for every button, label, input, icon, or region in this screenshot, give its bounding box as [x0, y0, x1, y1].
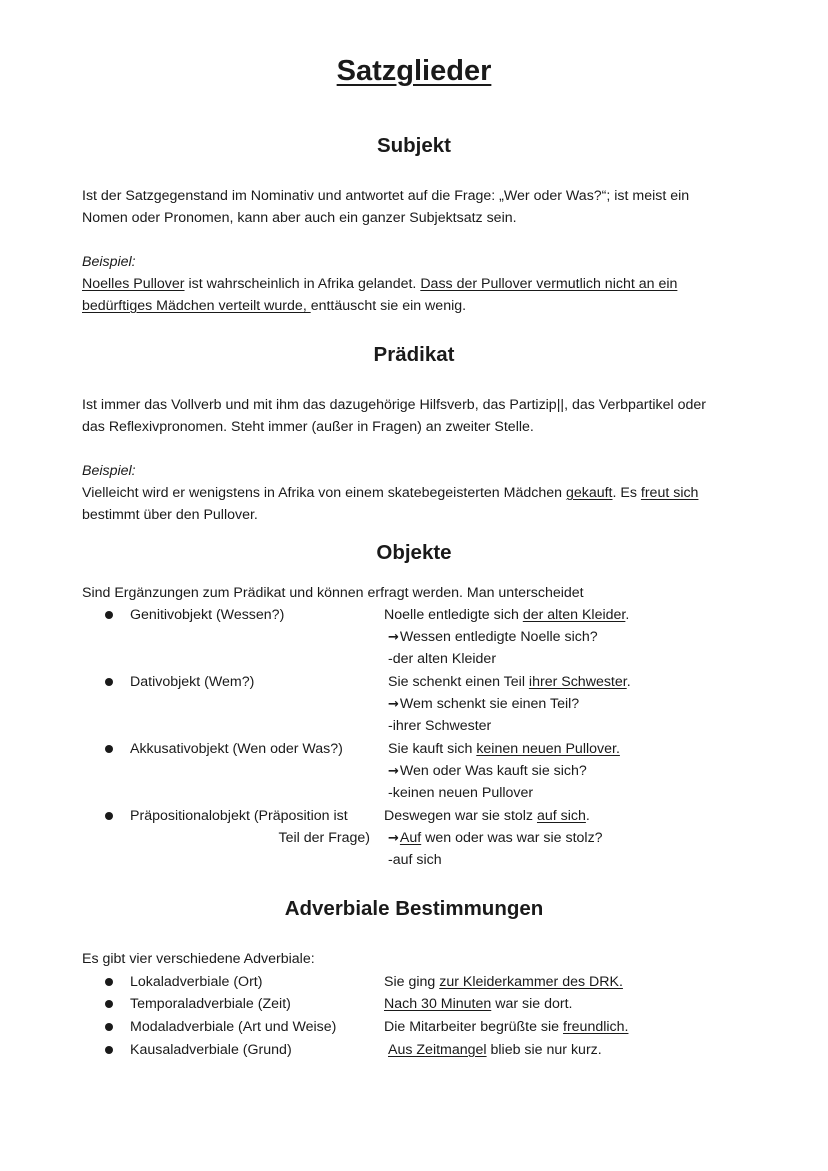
genitivobjekt-question-text: Wessen entledigte Noelle sich? — [399, 629, 598, 645]
genitivobjekt-answer: -der alten Kleider — [388, 651, 497, 667]
subjekt-definition — [82, 185, 762, 229]
genitivobjekt-label: Genitivobjekt (Wessen?) — [130, 607, 285, 623]
list-item-akkusativobjekt — [0, 738, 828, 760]
praedikat-definition — [82, 394, 762, 438]
akkusativobjekt-example-object: keinen neuen Pullover. — [476, 741, 620, 757]
akkusativobjekt-question-text: Wen oder Was kauft sie sich? — [399, 763, 587, 779]
subjekt-example-subject-2a: Dass der Pullover vermutlich nicht an ein — [420, 276, 678, 292]
genitivobjekt-question — [388, 626, 598, 649]
temporaladverbiale-example — [384, 993, 572, 1015]
kausaladverbiale-example — [388, 1039, 602, 1061]
dativobjekt-question — [388, 693, 579, 716]
akkusativobjekt-example-text: Sie kauft sich — [388, 741, 477, 757]
subjekt-example-subject-1: Noelles Pullover — [82, 276, 185, 292]
subjekt-example — [82, 251, 762, 317]
arrow-right-icon: → — [388, 764, 399, 779]
praepositionalobjekt-question-preposition: Auf — [399, 830, 422, 846]
subjekt-example-text-1: ist wahrscheinlich in Afrika gelandet. — [184, 276, 421, 292]
kausaladverbiale-example-text: blieb sie nur kurz. — [486, 1042, 602, 1058]
subjekt-example-subject-2b: bedürftiges Mädchen verteilt wurde, — [82, 298, 311, 314]
praedikat-example-line-1 — [82, 482, 762, 504]
praedikat-example-text-2: . Es — [612, 485, 641, 501]
modaladverbiale-example-adverbial: freundlich. — [563, 1019, 629, 1035]
bullet-icon — [105, 1023, 113, 1031]
dativobjekt-label: Dativobjekt (Wem?) — [130, 674, 255, 690]
praedikat-example-line-2: bestimmt über den Pullover. — [82, 507, 258, 523]
genitivobjekt-answer-row — [0, 648, 828, 670]
akkusativobjekt-answer-row — [0, 782, 828, 804]
heading-adverbiale: Adverbiale Bestimmungen — [284, 897, 544, 920]
praedikat-example-verb-1: gekauft — [565, 485, 613, 501]
praepositionalobjekt-question — [388, 827, 603, 850]
subjekt-example-label: Beispiel: — [82, 254, 136, 270]
dativobjekt-example-end: . — [626, 674, 631, 690]
dativobjekt-example — [388, 671, 631, 693]
list-item-dativobjekt — [0, 671, 828, 693]
dativobjekt-answer: -ihrer Schwester — [388, 718, 492, 734]
praepositionalobjekt-question-row — [0, 827, 828, 849]
subjekt-example-text-2: enttäuscht sie ein wenig. — [310, 298, 467, 314]
list-item-kausaladverbiale — [0, 1039, 828, 1061]
akkusativobjekt-label: Akkusativobjekt (Wen oder Was?) — [130, 741, 343, 757]
bullet-icon — [105, 1000, 113, 1008]
praepositionalobjekt-answer: -auf sich — [388, 852, 442, 868]
praepositionalobjekt-example — [384, 805, 590, 827]
genitivobjekt-example — [384, 604, 629, 626]
temporaladverbiale-example-adverbial: Nach 30 Minuten — [384, 996, 492, 1012]
subjekt-definition-line-2: Nomen oder Pronomen, kann aber auch ein ganzer Subjektsatz sein. — [82, 210, 517, 226]
genitivobjekt-example-text: Noelle entledigte sich — [384, 607, 523, 623]
list-item-temporaladverbiale — [0, 993, 828, 1015]
genitivobjekt-example-end: . — [625, 607, 630, 623]
list-item-modaladverbiale — [0, 1016, 828, 1038]
praedikat-example-text-1: Vielleicht wird er wenigstens in Afrika von einem skatebegeisterten Mädchen — [82, 485, 566, 501]
akkusativobjekt-question — [388, 760, 587, 783]
praepositionalobjekt-label-line-1: Präpositionalobjekt (Präposition ist — [130, 808, 348, 824]
page-title: Satzglieder — [336, 55, 492, 87]
kausaladverbiale-label: Kausaladverbiale (Grund) — [130, 1042, 292, 1058]
dativobjekt-example-object: ihrer Schwester — [528, 674, 627, 690]
bullet-icon — [105, 978, 113, 986]
praepositionalobjekt-example-end: . — [585, 808, 590, 824]
dativobjekt-question-text: Wem schenkt sie einen Teil? — [399, 696, 580, 712]
list-item-lokaladverbiale — [0, 971, 828, 993]
temporaladverbiale-example-text: war sie dort. — [491, 996, 573, 1012]
subjekt-definition-line-1: Ist der Satzgegenstand im Nominativ und antwortet auf die Frage: „Wer oder Was?“; ist meist ein — [82, 188, 690, 204]
bullet-icon — [105, 812, 113, 820]
praepositionalobjekt-example-object: auf sich — [536, 808, 586, 824]
genitivobjekt-example-object: der alten Kleider — [522, 607, 626, 623]
list-item-praepositionalobjekt — [0, 805, 828, 827]
bullet-icon — [105, 678, 113, 686]
bullet-icon — [105, 745, 113, 753]
akkusativobjekt-question-row — [0, 760, 828, 782]
praepositionalobjekt-question-text: wen oder was war sie stolz? — [421, 830, 603, 846]
arrow-right-icon: → — [388, 697, 399, 712]
lokaladverbiale-example-adverbial: zur Kleiderkammer des DRK. — [439, 974, 623, 990]
praepositionalobjekt-example-text: Deswegen war sie stolz — [384, 808, 537, 824]
praedikat-example-verb-2: freut sich — [640, 485, 699, 501]
subjekt-example-line-2 — [82, 295, 762, 317]
heading-praedikat: Prädikat — [373, 343, 455, 366]
modaladverbiale-example — [384, 1016, 628, 1038]
akkusativobjekt-answer: -keinen neuen Pullover — [388, 785, 534, 801]
lokaladverbiale-label: Lokaladverbiale (Ort) — [130, 974, 263, 990]
temporaladverbiale-label: Temporaladverbiale (Zeit) — [130, 996, 291, 1012]
adverbiale-intro: Es gibt vier verschiedene Adverbiale: — [82, 951, 315, 967]
dativobjekt-answer-row — [0, 715, 828, 737]
bullet-icon — [105, 611, 113, 619]
praedikat-definition-line-1: Ist immer das Vollverb und mit ihm das dazugehörige Hilfsverb, das Partizip||, das Verbpartikel oder — [82, 397, 707, 413]
dativobjekt-question-row — [0, 693, 828, 715]
subjekt-example-line-1 — [82, 273, 762, 295]
objekte-intro: Sind Ergänzungen zum Prädikat und können erfragt werden. Man unterscheidet — [82, 585, 584, 601]
list-item-genitivobjekt — [0, 604, 828, 626]
praepositionalobjekt-label-line-2: Teil der Frage) — [278, 830, 370, 846]
genitivobjekt-question-row — [0, 626, 828, 648]
heading-objekte: Objekte — [376, 541, 452, 564]
akkusativobjekt-example — [388, 738, 620, 760]
praedikat-example — [82, 460, 762, 526]
praepositionalobjekt-answer-row — [0, 849, 828, 871]
arrow-right-icon: → — [388, 831, 399, 846]
kausaladverbiale-example-adverbial: Aus Zeitmangel — [388, 1042, 487, 1058]
modaladverbiale-label: Modaladverbiale (Art und Weise) — [130, 1019, 337, 1035]
arrow-right-icon: → — [388, 630, 399, 645]
lokaladverbiale-example-text: Sie ging — [384, 974, 440, 990]
praedikat-example-label: Beispiel: — [82, 463, 136, 479]
heading-subjekt: Subjekt — [376, 134, 452, 157]
praedikat-definition-line-2: das Reflexivpronomen. Steht immer (außer in Fragen) an zweiter Stelle. — [82, 419, 534, 435]
dativobjekt-example-text: Sie schenkt einen Teil — [388, 674, 529, 690]
bullet-icon — [105, 1046, 113, 1054]
lokaladverbiale-example — [384, 971, 623, 993]
modaladverbiale-example-text: Die Mitarbeiter begrüßte sie — [384, 1019, 563, 1035]
